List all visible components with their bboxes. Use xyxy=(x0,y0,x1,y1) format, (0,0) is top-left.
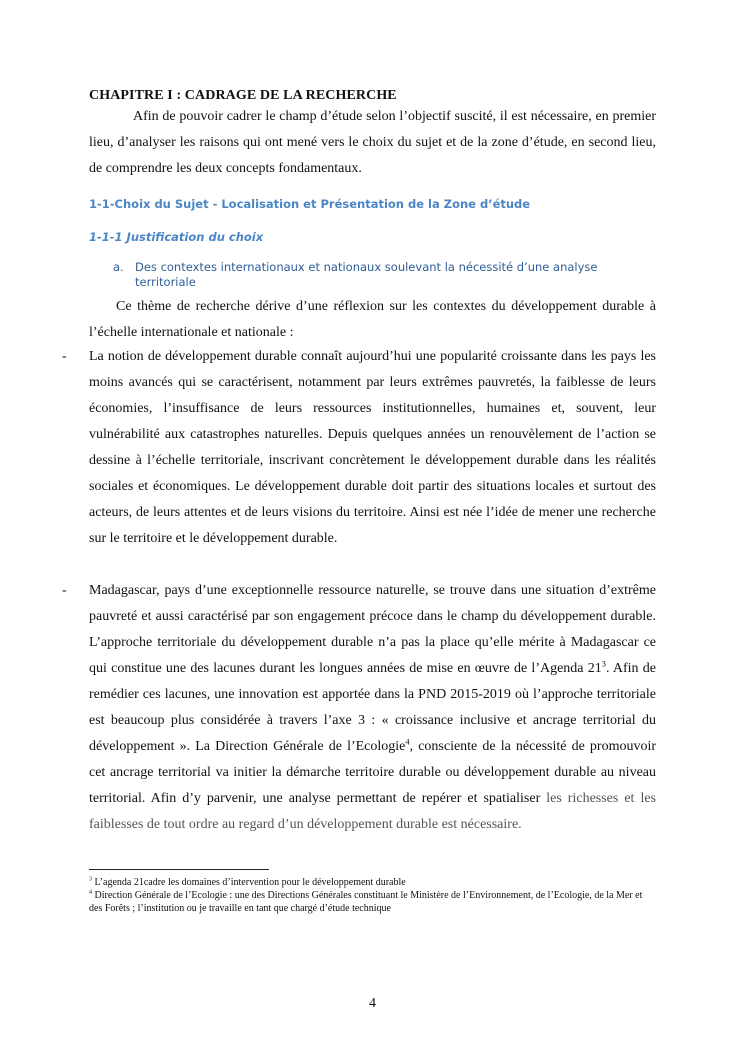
body-paragraph: Ce thème de recherche dérive d’une réflexion sur les contextes du développement durable à l’échelle internationale et nationale : xyxy=(89,299,656,340)
footnote-ref[interactable]: 4 xyxy=(405,737,410,747)
bullet-text-part: Madagascar, pays d’une exceptionnelle ressource naturelle, se trouve dans une situation d’extrême pauvreté et aussi caractérisé par son engagement précoce dans le champ du développement durable. L’approche territoriale du développement durable n’a pas la place qu’elle mérite à Madagascar ce qui constitue une des lacunes durant les longues années de mise en œuvre de l’Agenda 21 xyxy=(89,583,656,676)
footnote-number: 3 xyxy=(89,876,92,883)
footnote xyxy=(89,876,656,889)
bullet-text-part: , consciente de la nécessité de promouvoir cet ancrage territorial va initier la démarche territoire durable ou développement durable au niveau territorial. Afin d’y parvenir, une analyse permettant de repérer et spatialiser xyxy=(89,739,657,806)
page-number: 4 xyxy=(369,996,376,1011)
footnote xyxy=(89,889,656,915)
footnotes xyxy=(89,876,656,915)
footnote-text: L’agenda 21cadre les domaines d’intervention pour le développement durable xyxy=(92,877,406,888)
list-item-text: Des contextes internationaux et nationaux soulevant la nécessité d’une analyse territoriale xyxy=(135,260,598,289)
footnote-ref[interactable]: 3 xyxy=(601,659,606,669)
bullet-dash: - xyxy=(62,349,67,364)
bullet-item xyxy=(62,344,656,552)
chapter-title: CHAPITRE I : CADRAGE DE LA RECHERCHE xyxy=(89,88,397,103)
footnote-number: 4 xyxy=(89,889,92,896)
footnote-separator xyxy=(89,869,269,870)
bullet-text-part-grey: les richesses et les faiblesses de tout ordre au regard d’un développement durable est nécessaire. xyxy=(89,791,656,832)
section-heading: 1-1-Choix du Sujet - Localisation et Présentation de la Zone d’étude xyxy=(89,197,531,211)
list-marker: a. xyxy=(113,260,124,274)
bullet-text: La notion de développement durable connaît aujourd’hui une popularité croissante dans les pays les moins avancés qui se caractérisent, notamment par leurs extrêmes pauvretés, la faiblesse de leurs économies, l’insuffisance de leurs ressources institutionnelles, humaines et, souvent, leur vulnérabilité aux catastrophes naturelles. Depuis quelques années un renouvèlement de l’action se dessine à l’échelle territoriale, inscrivant concrètement le développement durable dans les réalités sociales et économiques. Le développement durable doit partir des situations locales et surtout des acteurs, de leurs attentes et de leurs visions du territoire. Ainsi est née l’idée de mener une recherche sur le territoire et le développement durable. xyxy=(89,349,656,546)
bullet-item xyxy=(62,578,657,838)
footnote-text: Direction Générale de l’Ecologie : une des Directions Générales constituant le Ministère de l’Environnement, de l’Ecologie, de la Mer et des Forêts ; l’institution ou je travaille en tant que chargé d’étude technique xyxy=(89,890,643,914)
intro-paragraph: Afin de pouvoir cadrer le champ d’étude selon l’objectif suscité, il est nécessaire, en premier lieu, d’analyser les raisons qui ont mené vers le choix du sujet et de la zone d’étude, en second lieu, de comprendre les deux concepts fondamentaux. xyxy=(89,109,656,176)
bullet-dash: - xyxy=(62,583,67,598)
subsection-heading: 1-1-1 Justification du choix xyxy=(89,230,264,244)
bullet-text-part: . Afin de remédier ces lacunes, une innovation est apportée dans la PND 2015-2019 où l’approche territoriale est beaucoup plus considérée à travers l’axe 3 : « croissance inclusive et ancrage territorial du développement ». La Direction Générale de l’Ecologie xyxy=(89,661,656,754)
